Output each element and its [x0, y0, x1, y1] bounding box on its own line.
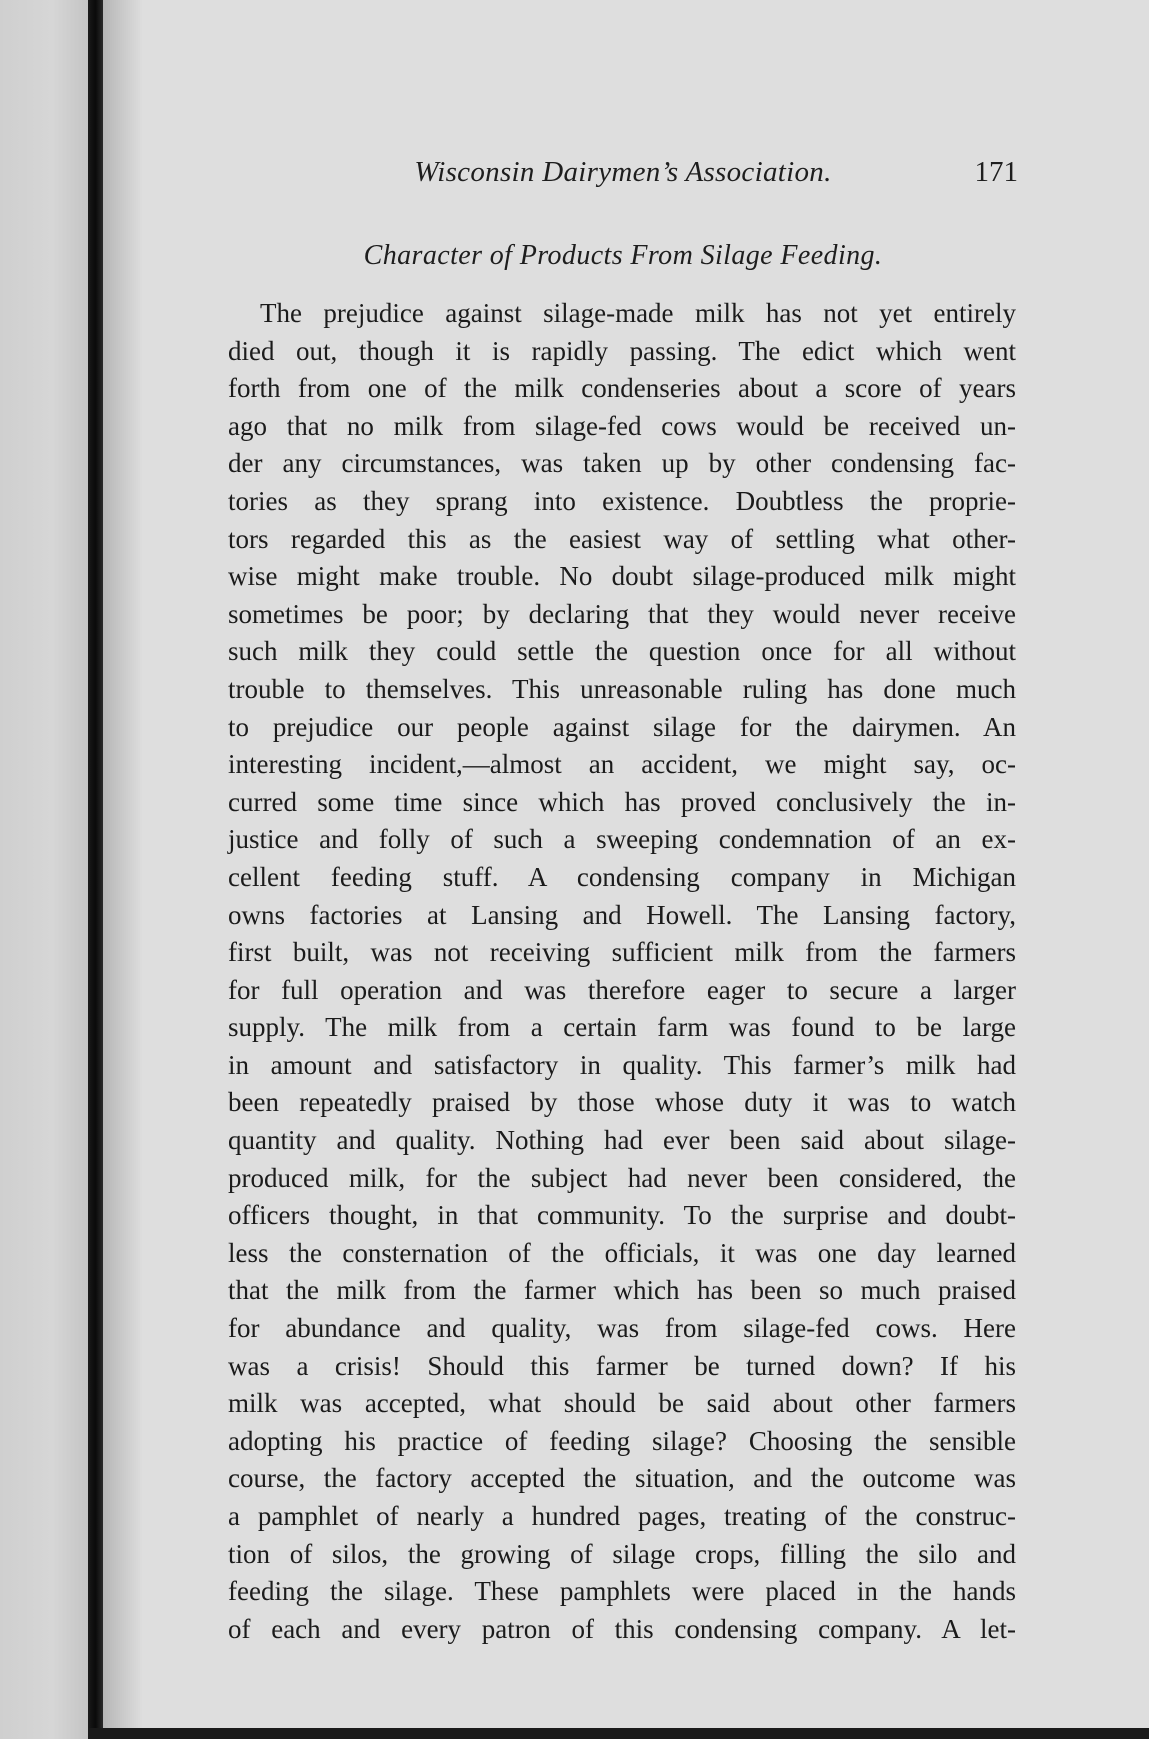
text-line: forth from one of the milk condenseries about a score of years	[228, 373, 1016, 404]
body-paragraph	[228, 295, 1016, 1648]
text-line: of each and every patron of this condensing company. A let-	[228, 1613, 1016, 1644]
text-line: less the consternation of the officials, it was one day learned	[228, 1237, 1016, 1268]
text-line: curred some time since which has proved conclusively the in-	[228, 786, 1016, 817]
section-heading: Character of Products From Silage Feeding.	[363, 240, 883, 271]
text-line: trouble to themselves. This unreasonable ruling has done much	[228, 673, 1016, 704]
text-line: sometimes be poor; by declaring that they would never receive	[228, 598, 1016, 629]
text-line: supply. The milk from a certain farm was found to be large	[228, 1012, 1016, 1043]
text-line: tion of silos, the growing of silage crops, filling the silo and	[228, 1538, 1016, 1569]
text-line: interesting incident,—almost an accident, we might say, oc-	[228, 749, 1016, 780]
text-line: tors regarded this as the easiest way of settling what other-	[228, 523, 1016, 554]
text-line: The prejudice against silage-made milk has not yet entirely	[260, 298, 1016, 328]
text-line: in amount and satisfactory in quality. This farmer’s milk had	[228, 1049, 1016, 1080]
text-line: tories as they sprang into existence. Doubtless the proprie-	[228, 485, 1016, 516]
text-line: ago that no milk from silage-fed cows would be received un-	[228, 410, 1016, 441]
text-line: course, the factory accepted the situation, and the outcome was	[228, 1463, 1016, 1494]
text-line: cellent feeding stuff. A condensing company in Michigan	[228, 861, 1016, 892]
text-line: der any circumstances, was taken up by other condensing fac-	[228, 448, 1016, 479]
text-line: owns factories at Lansing and Howell. The Lansing factory,	[228, 899, 1016, 930]
text-line: wise might make trouble. No doubt silage-produced milk might	[228, 561, 1016, 592]
text-line: adopting his practice of feeding silage? Choosing the sensible	[228, 1425, 1016, 1456]
text-line: first built, was not receiving sufficient milk from the farmers	[228, 937, 1016, 968]
book-gutter	[88, 0, 103, 1739]
text-line: such milk they could settle the question once for all without	[228, 636, 1016, 667]
text-line: produced milk, for the subject had never been considered, the	[228, 1162, 1016, 1193]
text-line: justice and folly of such a sweeping condemnation of an ex-	[228, 824, 1016, 855]
text-line: for full operation and was therefore eager to secure a larger	[228, 974, 1016, 1005]
running-title: Wisconsin Dairymen’s Association.	[414, 156, 832, 188]
text-line: quantity and quality. Nothing had ever been said about silage-	[228, 1125, 1016, 1156]
text-line: milk was accepted, what should be said about other farmers	[228, 1388, 1016, 1419]
text-line: died out, though it is rapidly passing. The edict which went	[228, 335, 1016, 366]
text-line: been repeatedly praised by those whose duty it was to watch	[228, 1087, 1016, 1118]
text-line: a pamphlet of nearly a hundred pages, treating of the construc-	[228, 1501, 1016, 1531]
text-line: officers thought, in that community. To the surprise and doubt-	[228, 1200, 1016, 1231]
text-line: was a crisis! Should this farmer be turned down? If his	[228, 1350, 1016, 1381]
text-line: to prejudice our people against silage for the dairymen. An	[228, 711, 1016, 742]
page-bottom-edge	[88, 1728, 1149, 1739]
page-number: 171	[974, 156, 1018, 188]
text-line: for abundance and quality, was from silage-fed cows. Here	[228, 1313, 1016, 1344]
text-line: that the milk from the farmer which has been so much praised	[228, 1275, 1016, 1306]
text-line: feeding the silage. These pamphlets were placed in the hands	[228, 1576, 1016, 1607]
page-header	[228, 156, 1018, 202]
facing-page-edge	[0, 0, 88, 1739]
gutter-shadow	[103, 0, 143, 1739]
